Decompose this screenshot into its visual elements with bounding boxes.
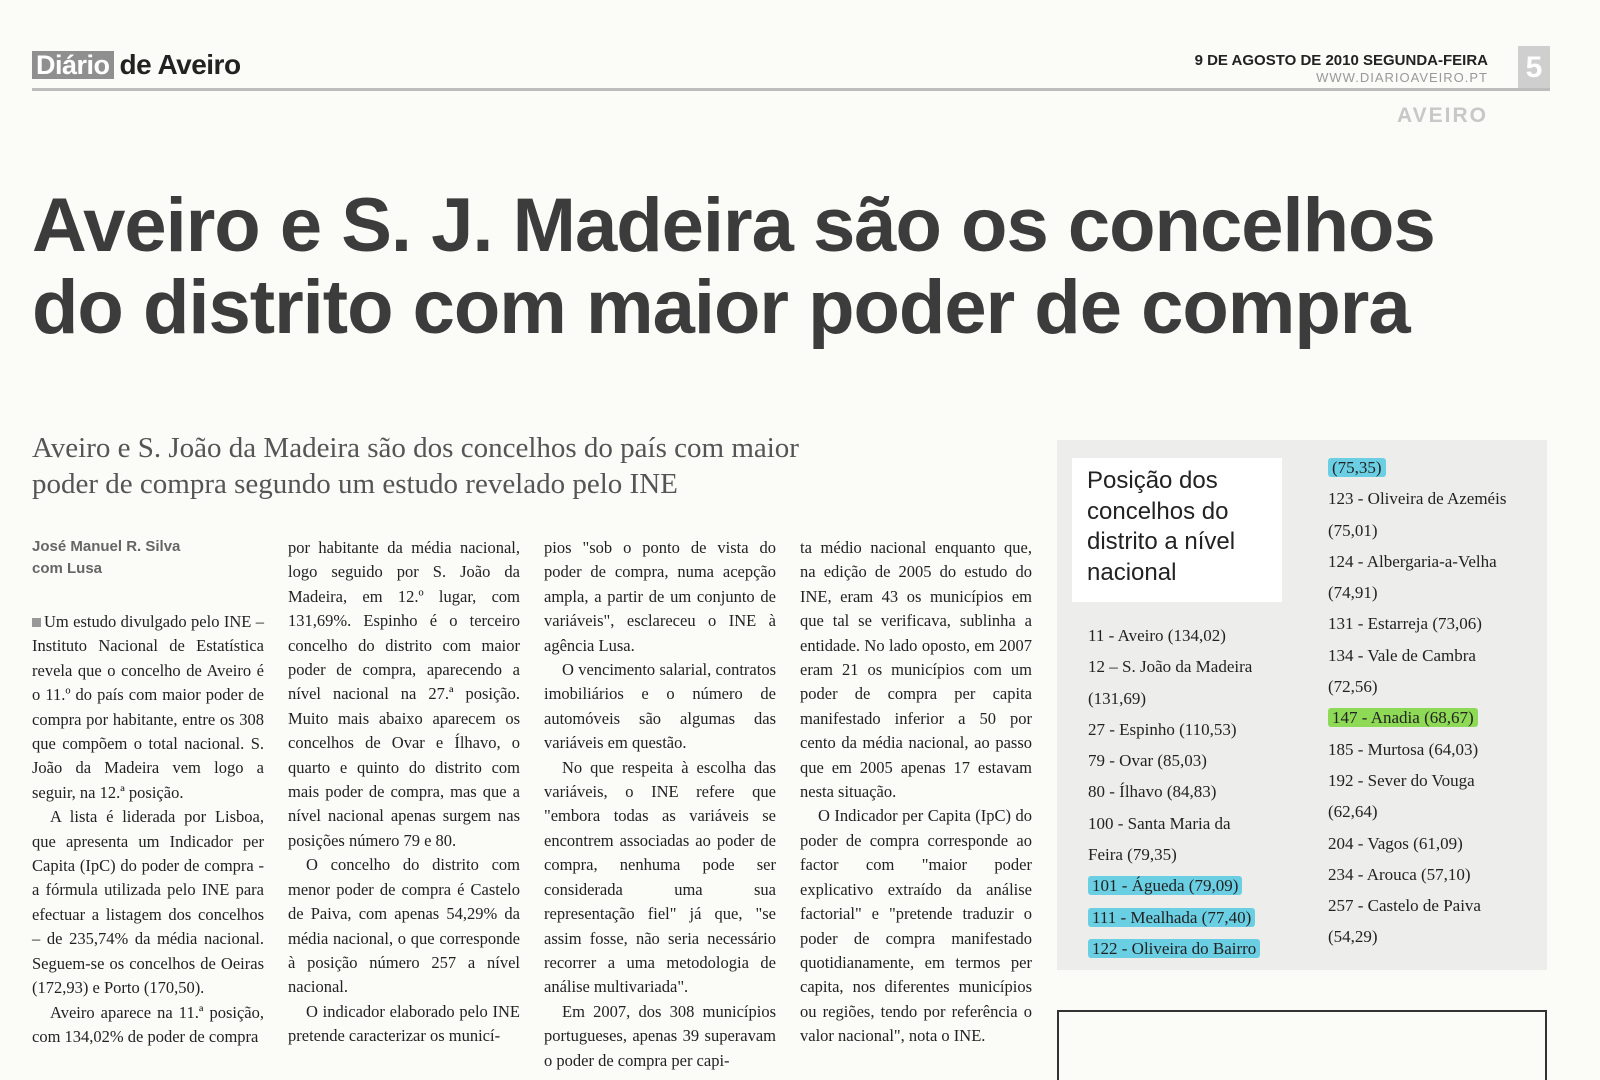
ranking-item-text: 11 - Aveiro (134,02): [1088, 626, 1226, 645]
article-headline: [32, 185, 1562, 349]
ranking-item-text: (74,91): [1328, 583, 1378, 603]
ranking-item-text: (131,69): [1088, 688, 1147, 708]
ranking-list-right: [1328, 452, 1538, 953]
headline-line-1: Aveiro e S. J. Madeira são os concelhos: [32, 183, 1435, 268]
ranking-item: [1088, 902, 1278, 933]
ranking-item: [1328, 734, 1538, 765]
ranking-item: [1088, 776, 1278, 807]
ranking-item: [1328, 515, 1538, 546]
paragraph-bullet-icon: [32, 618, 41, 627]
ranking-item-text: 123 - Oliveira de Azeméis: [1328, 489, 1507, 509]
ranking-item: [1088, 808, 1278, 839]
sidebar-title: Posição dos concelhos do distrito a nível nacional: [1072, 458, 1282, 602]
article-column-2: [288, 536, 520, 1049]
ranking-item-text: (75,01): [1328, 520, 1378, 540]
ranking-item: [1088, 745, 1278, 776]
ranking-item: [1328, 577, 1538, 608]
ranking-item: [1088, 933, 1278, 964]
byline: [32, 536, 180, 580]
paragraph: [32, 610, 264, 805]
ranking-item: [1328, 608, 1538, 639]
paragraph: Aveiro aparece na 11.ª posição, com 134,02% de poder de compra: [32, 1002, 264, 1046]
ranking-item: [1328, 765, 1538, 796]
issue-date: 9 DE AGOSTO DE 2010 SEGUNDA-FEIRA: [1194, 52, 1488, 69]
ranking-item-text: 147 - Anadia (68,67): [1328, 708, 1478, 727]
ranking-item: [1328, 921, 1538, 952]
ranking-item: [1328, 796, 1538, 827]
paragraph: por habitante da média nacional, logo seguido por S. João da Madeira, em 12.º lugar, com 131,69%. Espinho é o terceiro concelho do distrito com maior poder de compra, aparecendo a nível nacional na 27.ª posição. Muito mais abaixo aparecem os concelhos de Ovar e Ílhavo, o quarto e quinto do distrito com mais poder de compra, mas que a nível nacional apenas surgem nas posições número 79 e 80.: [288, 538, 520, 850]
newspaper-logo: [32, 50, 241, 80]
article-column-1: [32, 610, 264, 1049]
ranking-item: [1328, 859, 1538, 890]
ranking-item: [1328, 890, 1538, 921]
ranking-item-text: 12 – S. João da Madeira: [1088, 657, 1253, 677]
ranking-item-text: (54,29): [1328, 927, 1378, 947]
ranking-item: [1088, 870, 1278, 901]
paragraph: O vencimento salarial, contratos imobiliários e o número de automóveis são algumas das variáveis em questão.: [544, 660, 776, 753]
ranking-item: [1088, 651, 1278, 682]
ranking-item-text: 204 - Vagos (61,09): [1328, 833, 1463, 853]
ranking-item-text: (62,64): [1328, 802, 1378, 822]
website-url: WWW.DIARIOAVEIRO.PT: [1316, 70, 1488, 85]
paragraph: O indicador elaborado pelo INE pretende caracterizar os municí-: [288, 1001, 520, 1046]
ranking-item-text: 101 - Águeda (79,09): [1088, 876, 1242, 895]
byline-author: José Manuel R. Silva: [32, 538, 181, 555]
ranking-item-text: 134 - Vale de Cambra: [1328, 645, 1476, 665]
next-article-box-edge: [1057, 1010, 1547, 1080]
ranking-list-left: [1088, 620, 1278, 964]
paragraph: No que respeita à escolha das variáveis, o INE refere que "embora todas as variáveis se encontrem associadas ao poder de compra, nenhuma pode ser considerada uma sua representação fiel" já que, "se assim fosse, não seria necessário recorrer a uma metodologia de análise multivariada".: [544, 757, 776, 997]
ranking-item: [1088, 683, 1278, 714]
ranking-item-text: 111 - Mealhada (77,40): [1088, 908, 1255, 927]
ranking-item-text: 80 - Ílhavo (84,83): [1088, 782, 1217, 802]
ranking-item-text: 185 - Murtosa (64,03): [1328, 739, 1479, 759]
ranking-item-text: (75,35): [1328, 458, 1386, 477]
article-column-3: [544, 536, 776, 1073]
ranking-item-text: 234 - Arouca (57,10): [1328, 864, 1471, 884]
page-number: 5: [1518, 46, 1550, 90]
logo-rest-text: de Aveiro: [119, 49, 241, 80]
ranking-item-text: 192 - Sever do Vouga: [1328, 770, 1475, 790]
ranking-item-text: 79 - Ovar (85,03): [1088, 751, 1207, 771]
ranking-item-text: 27 - Espinho (110,53): [1088, 719, 1237, 739]
paragraph: O concelho do distrito com menor poder de compra é Castelo de Paiva, com apenas 54,29% da média nacional, o que corresponde à posição número 257 a nível nacional.: [288, 855, 520, 997]
ranking-item-text: 124 - Albergaria-a-Velha: [1328, 551, 1497, 571]
ranking-item: [1328, 483, 1538, 514]
paragraph: pios "sob o ponto de vista do poder de compra, numa acepção ampla, a partir de um conjunto de variáveis", esclareceu o INE à agência Lusa.: [544, 538, 776, 655]
ranking-item-text: 257 - Castelo de Paiva: [1328, 896, 1481, 916]
ranking-item-text: Feira (79,35): [1088, 845, 1177, 865]
paragraph: ta médio nacional enquanto que, na edição de 2005 do estudo do INE, eram 43 os municípios em que tal se verificava, sublinha a entidade. No lado oposto, em 2007 eram 21 os municípios com um poder de compra per capita manifestado inferior a 50 por cento da média nacional, ao passo que em 2005 apenas 17 estavam nesta situação.: [800, 538, 1032, 802]
ranking-item: [1328, 828, 1538, 859]
ranking-item: [1088, 620, 1278, 651]
subhead-line-1: Aveiro e S. João da Madeira são dos concelhos do país com maior: [32, 432, 799, 464]
article-column-4: [800, 536, 1032, 1049]
subhead-line-2: poder de compra segundo um estudo revelado pelo INE: [32, 468, 678, 500]
ranking-item-text: 131 - Estarreja (73,06): [1328, 614, 1482, 634]
ranking-item-text: 122 - Oliveira do Bairro: [1088, 939, 1260, 958]
paragraph: O Indicador per Capita (IpC) do poder de compra corresponde ao factor com "maior poder explicativo extraído da análise factorial" e "pretende traduzir o poder de compra manifestado quotidianamente, em termos per capita, nos diferentes municípios ou regiões, tendo por referência o valor nacional", nota o INE.: [800, 806, 1032, 1046]
ranking-item: [1328, 671, 1538, 702]
article-subhead: [32, 430, 1032, 502]
ranking-item: [1088, 714, 1278, 745]
ranking-item: [1328, 546, 1538, 577]
logo-box-text: Diário: [32, 51, 114, 79]
ranking-item: [1328, 640, 1538, 671]
masthead-rule: [32, 88, 1550, 91]
paragraph: Em 2007, dos 308 municípios portugueses, apenas 39 superavam o poder de compra per capi-: [544, 1001, 776, 1070]
ranking-item: [1088, 839, 1278, 870]
ranking-item-text: 100 - Santa Maria da: [1088, 813, 1231, 833]
byline-agency: com Lusa: [32, 560, 103, 577]
paragraph-text: Um estudo divulgado pelo INE – Instituto Nacional de Estatística revela que o concelho de Aveiro é o 11.º do país com maior poder de compra por habitante, entre os 308 que compõem o total nacional. S. João da Madeira vem logo a seguir, na 12.ª posição.: [32, 612, 264, 802]
headline-line-2: do distrito com maior poder de compra: [32, 265, 1410, 350]
ranking-item: [1328, 702, 1538, 733]
ranking-item: [1328, 452, 1538, 483]
section-label: AVEIRO: [1397, 104, 1488, 127]
paragraph: A lista é liderada por Lisboa, que apresenta um Indicador per Capita (IpC) do poder de compra - a fórmula utilizada pelo INE para efectuar a listagem dos concelhos – de 235,74% da média nacional. Seguem-se os concelhos de Oeiras (172,93) e Porto (170,50).: [32, 807, 264, 998]
ranking-item-text: (72,56): [1328, 677, 1378, 697]
